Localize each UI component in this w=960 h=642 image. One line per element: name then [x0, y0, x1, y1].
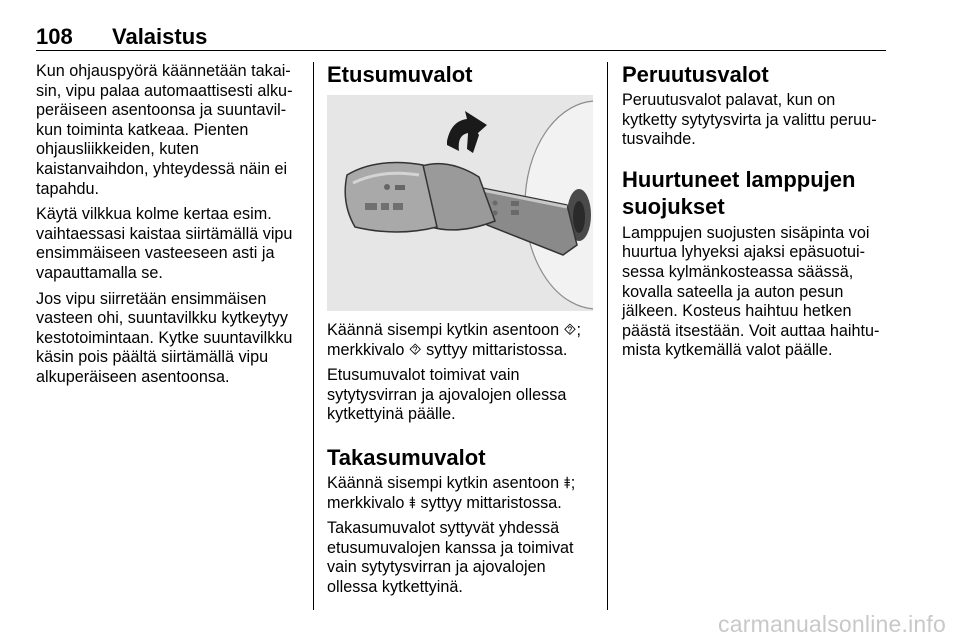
paragraph-misted-light-covers: Lamppujen suojusten sisäpinta voi huurtua lyhyeksi ajaksi epäsuotuisessa kylmänkosteassa säässä, kovalla sateella ja auton pesun jälkeen. Kosteus haihtuu hetken päästä itsestään. Voit auttaa haihtumista kytkemällä valot päälle.: [622, 223, 880, 360]
page-number: 108: [36, 24, 73, 49]
paragraph-rear-fog-condition: Takasumuvalot syttyvät yhdessä etusumuvalojen kanssa ja toimivat vain sytytysvirran ja ajovalojen ollessa kytkettyinä.: [327, 519, 574, 596]
heading-front-fog-lights: Etusumuvalot: [327, 62, 473, 87]
paragraph-turn-signal-return: Kun ohjauspyörä käännetään takaisin, vipu palaa automaattisesti alkuperäiseen asentoonsa ja suuntavilkun toiminta katkeaa. Pienten ohjausliikkeiden, kuten kaistanvaihdon, yhteydessä näin ei tapahdu.: [36, 62, 293, 198]
watermark-logo: carmanualsonline.info: [718, 611, 946, 637]
column-2: [327, 62, 595, 604]
paragraph-lane-change-flash: Käytä vilkkua kolme kertaa esim. vaihtaessasi kaistaa siirtämällä vipu ensimmäiseen vasteeseen asti ja vapauttamalla se.: [36, 205, 293, 282]
paragraph-continuous-signal: Jos vipu siirretään ensimmäisen vasteen ohi, suuntavilkku kytkeytyy kestotoimintaan. Kytke suuntavilkku käsin pois päältä siirtämällä vipu alkuperäiseen asentoonsa.: [36, 289, 293, 386]
page-header: [36, 24, 886, 52]
heading-rear-fog-lights: Takasumuvalot: [327, 444, 486, 470]
column-divider-1: [313, 62, 314, 610]
section-title: Valaistus: [112, 24, 208, 49]
paragraph-front-fog-activation: Käännä sisempi kytkin asentoon ⯑; merkkivalo ⯑ syttyy mittaristossa.: [327, 321, 581, 359]
heading-misted-light-covers: Huurtuneet lamppujen suojukset: [622, 166, 856, 219]
paragraph-rear-fog-activation: Käännä sisempi kytkin asentoon ⯒; merkkivalo ⯒ syttyy mittaristossa.: [327, 473, 576, 512]
fog-light-switch-illustration: [327, 95, 593, 311]
paragraph-front-fog-condition: Etusumuvalot toimivat vain sytytysvirran ja ajovalojen ollessa kytkettyinä päälle.: [327, 366, 567, 424]
header-divider: [36, 50, 886, 51]
column-divider-2: [607, 62, 608, 610]
heading-reversing-lights: Peruutusvalot: [622, 62, 769, 87]
paragraph-reversing-lights: Peruutusvalot palavat, kun on kytketty sytytysvirta ja valittu peruutusvaihde.: [622, 91, 877, 149]
column-1: [36, 62, 302, 394]
column-3: [622, 62, 884, 367]
